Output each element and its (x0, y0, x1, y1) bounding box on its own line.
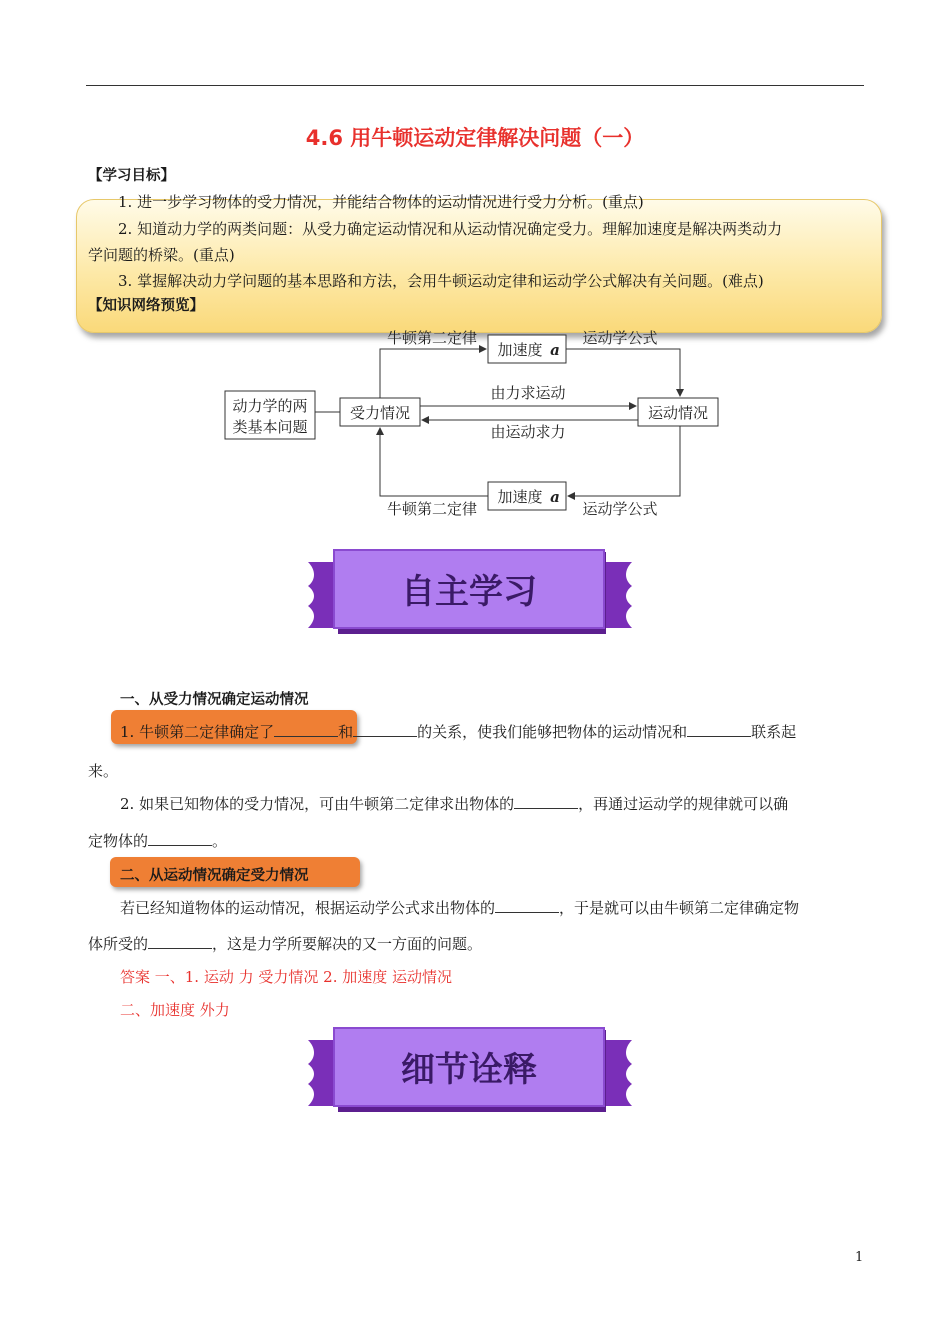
goal-2-line-2: 学问题的桥梁。(重点) (88, 246, 235, 264)
accel-top-symbol: a (550, 341, 560, 359)
network-heading: 【知识网络预览】 (88, 298, 204, 314)
p1-mid2: 的关系，使我们能够把物体的运动情况和 (417, 723, 688, 741)
blank-5 (148, 831, 212, 846)
goal-2-line-1: 2. 知道动力学的两类问题：从受力确定运动情况和从运动情况确定受力。理解加速度是解决两类动力 (118, 220, 783, 238)
accel-bottom-label: 加速度 (497, 488, 543, 506)
knowledge-network-diagram (220, 325, 720, 525)
section1-p2-line1: 2. 如果已知物体的受力情况，可由牛顿第二定律求出物体的 ，再通过运动学的规律就可以确 (120, 795, 789, 813)
motion-box-label: 运动情况 (647, 404, 709, 422)
p1-end: 联系起 (751, 723, 797, 741)
problem-types-line-1: 动力学的两 (232, 397, 308, 415)
p1-mid1: 和 (338, 723, 354, 741)
accel-bottom-symbol: a (550, 488, 560, 506)
motion-to-force-label: 由运动求力 (490, 423, 566, 441)
force-box-label: 受力情况 (349, 404, 411, 422)
kinematics-top-label: 运动学公式 (582, 329, 658, 347)
kinematics-bottom-label: 运动学公式 (582, 500, 658, 518)
arrow-accel-to-force-bottom (380, 428, 488, 496)
banner-detail-explanation (300, 1026, 640, 1116)
p1-tag-text: 1. 牛顿第二定律确定了 (120, 723, 275, 741)
page-title: 4.6 用牛顿运动定律解决问题（一） (305, 126, 645, 150)
arrow-accel-to-motion-top (566, 349, 680, 396)
newton-top-label: 牛顿第二定律 (386, 329, 478, 347)
force-to-motion-label: 由力求运动 (490, 384, 566, 402)
section1-heading: 一、从受力情况确定运动情况 (120, 692, 309, 708)
blank-1 (274, 722, 338, 737)
goal-1: 1. 进一步学习物体的受力情况，并能结合物体的运动情况进行受力分析。(重点) (118, 193, 644, 211)
arrow-motion-to-accel-bottom (568, 426, 680, 496)
section1-p1-line2: 来。 (88, 762, 119, 780)
goal-3: 3. 掌握解决动力学问题的基本思路和方法，会用牛顿运动定律和运动学公式解决有关问题。(难点) (118, 272, 764, 290)
section2-p-line2: 体所受的 ，这是力学所要解决的又一方面的问题。 (88, 935, 483, 953)
arrow-force-to-accel-top (380, 349, 486, 398)
answers-line-1: 答案 一、1. 运动 力 受力情况 2. 加速度 运动情况 (120, 968, 453, 986)
newton-bottom-label: 牛顿第二定律 (386, 500, 478, 518)
blank-7 (148, 934, 212, 949)
banner-self-study (300, 548, 640, 638)
goals-heading: 【学习目标】 (88, 168, 175, 184)
section1-p1-line1 (120, 721, 796, 742)
section2-heading: 二、从运动情况确定受力情况 (120, 868, 309, 884)
blank-4 (514, 794, 578, 809)
banner-detail-text: 细节诠释 (401, 1050, 537, 1090)
problem-types-line-2: 类基本问题 (232, 418, 308, 436)
page-number: 1 (855, 1250, 864, 1265)
blank-6 (495, 898, 559, 913)
answers-line-2: 二、加速度 外力 (120, 1001, 230, 1019)
blank-2 (353, 722, 417, 737)
blank-3 (687, 722, 751, 737)
section2-p-line1: 若已经知道物体的运动情况，根据运动学公式求出物体的 ，于是就可以由牛顿第二定律确定物 (120, 899, 800, 917)
section1-p2-line2: 定物体的 。 (88, 832, 228, 850)
accel-top-label: 加速度 (497, 341, 543, 359)
top-rule (86, 85, 864, 86)
banner-self-study-text: 自主学习 (401, 572, 537, 612)
